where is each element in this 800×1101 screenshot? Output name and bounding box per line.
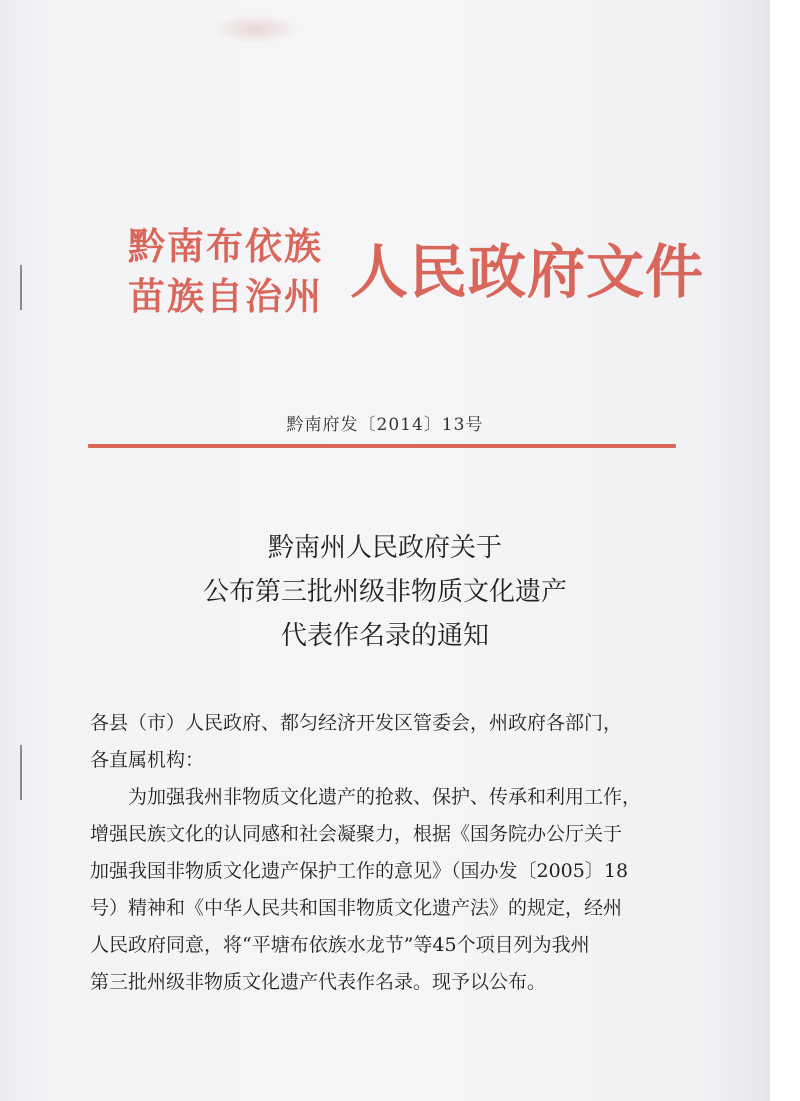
red-divider xyxy=(88,444,676,448)
binding-mark xyxy=(20,745,22,800)
title-line-1: 黔南州人民政府关于 xyxy=(267,533,502,563)
document-type: 人民政府文件 xyxy=(350,238,705,306)
title-line-2: 公布第三批州级非物质文化遗产 xyxy=(202,577,567,607)
issuer-line-1: 黔南布依族 xyxy=(128,225,323,268)
body-line: 第三批州级非物质文化遗产代表作名录。现予以公布。 xyxy=(90,971,547,993)
body-line: 加强我国非物质文化遗产保护工作的意见》（国办发〔2005〕18 xyxy=(90,860,629,882)
document-body xyxy=(90,705,680,1001)
body-line: 人民政府同意，将“平塘布依族水龙节”等45个项目列为我州 xyxy=(90,934,590,956)
document-title xyxy=(0,526,770,658)
body-line: 各直属机构： xyxy=(90,749,205,771)
body-line: 为加强我州非物质文化遗产的抢救、保护、传承和利用工作， xyxy=(128,786,642,808)
body-line: 增强民族文化的认同感和社会凝聚力，根据《国务院办公厅关于 xyxy=(90,823,623,845)
title-line-3: 代表作名录的通知 xyxy=(280,621,489,651)
body-line: 各县（市）人民政府、都匀经济开发区管委会，州政府各部门， xyxy=(90,712,623,734)
issuer-line-2: 苗族自治州 xyxy=(128,275,323,318)
binding-mark xyxy=(20,265,22,310)
issuer-name xyxy=(128,222,323,322)
scan-margin xyxy=(770,0,800,1101)
document-number: 黔南府发〔2014〕13号 xyxy=(286,415,484,435)
paper-stain xyxy=(210,14,300,44)
body-line: 号）精神和《中华人民共和国非物质文化遗产法》的规定，经州 xyxy=(90,897,623,919)
